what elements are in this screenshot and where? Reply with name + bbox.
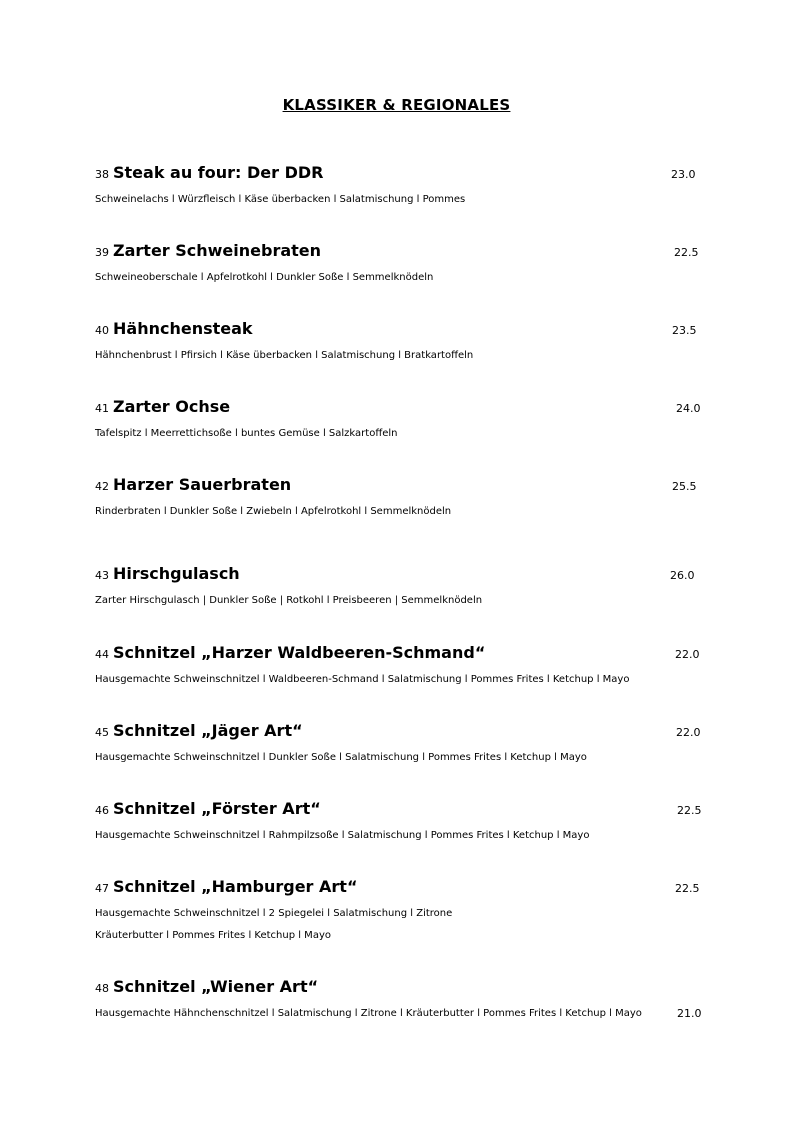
item-number: 39 xyxy=(95,246,109,259)
menu-item-head xyxy=(95,241,735,263)
menu-item-head xyxy=(95,799,735,821)
description-line: Schweineoberschale l Apfelrotkohl l Dunkler Soße l Semmelknödeln xyxy=(95,272,434,283)
menu-item xyxy=(95,319,735,371)
description-line: Hausgemachte Schweinschnitzel l Rahmpilzsoße l Salatmischung l Pommes Frites l Ketchup l Mayo xyxy=(95,830,590,841)
item-price: 22.5 xyxy=(674,246,699,259)
item-price: 26.0 xyxy=(670,569,695,582)
item-description xyxy=(95,193,735,215)
page-title: KLASSIKER & REGIONALES xyxy=(282,96,511,114)
menu-item xyxy=(95,643,735,695)
item-description xyxy=(95,505,735,527)
item-number: 41 xyxy=(95,402,109,415)
item-price: 25.5 xyxy=(672,480,697,493)
item-price: 22.0 xyxy=(675,648,700,661)
item-name: Harzer Sauerbraten xyxy=(113,475,292,494)
description-line: Hausgemachte Schweinschnitzel l Dunkler Soße l Salatmischung l Pommes Frites l Ketchup l Mayo xyxy=(95,752,587,763)
item-name: Schnitzel „Jäger Art“ xyxy=(113,721,303,740)
menu-item-head xyxy=(95,163,735,185)
item-number: 45 xyxy=(95,726,109,739)
item-description xyxy=(95,594,735,616)
menu-item xyxy=(95,564,735,616)
menu-item xyxy=(95,397,735,449)
item-name: Schnitzel „Wiener Art“ xyxy=(113,977,319,996)
item-description xyxy=(95,1007,735,1029)
item-price: 22.0 xyxy=(676,726,701,739)
item-price: 23.5 xyxy=(672,324,697,337)
menu-item-head xyxy=(95,877,735,899)
item-number: 46 xyxy=(95,804,109,817)
menu-item-head xyxy=(95,643,735,665)
item-price: 24.0 xyxy=(676,402,701,415)
menu-item xyxy=(95,799,735,851)
menu-item-head xyxy=(95,397,735,419)
item-description xyxy=(95,349,735,371)
item-number: 42 xyxy=(95,480,109,493)
item-price: 21.0 xyxy=(677,1007,702,1020)
item-number: 38 xyxy=(95,168,109,181)
item-description xyxy=(95,427,735,449)
menu-item-head xyxy=(95,475,735,497)
item-description xyxy=(95,907,735,951)
item-price: 22.5 xyxy=(677,804,702,817)
item-name: Schnitzel „Förster Art“ xyxy=(113,799,321,818)
item-name: Hähnchensteak xyxy=(113,319,253,338)
item-price: 22.5 xyxy=(675,882,700,895)
menu-item-head xyxy=(95,977,735,999)
item-number: 43 xyxy=(95,569,109,582)
description-line: Hausgemachte Schweinschnitzel l Waldbeeren-Schmand l Salatmischung l Pommes Frites l Ketchup l Mayo xyxy=(95,674,630,685)
menu-item xyxy=(95,877,735,951)
item-name: Zarter Ochse xyxy=(113,397,231,416)
description-line: Hausgemachte Hähnchenschnitzel l Salatmischung l Zitrone l Kräuterbutter l Pommes Frites l Ketchup l Mayo xyxy=(95,1008,642,1019)
item-number: 48 xyxy=(95,982,109,995)
menu-item xyxy=(95,241,735,293)
menu-item-head xyxy=(95,319,735,341)
description-line: Kräuterbutter l Pommes Frites l Ketchup l Mayo xyxy=(95,930,331,941)
item-description xyxy=(95,829,735,851)
menu-item xyxy=(95,721,735,773)
item-name: Schnitzel „Harzer Waldbeeren-Schmand“ xyxy=(113,643,486,662)
item-number: 47 xyxy=(95,882,109,895)
item-name: Steak au four: Der DDR xyxy=(113,163,324,182)
description-line: Hähnchenbrust l Pfirsich l Käse überbacken l Salatmischung l Bratkartoffeln xyxy=(95,350,474,361)
item-description xyxy=(95,751,735,773)
menu-item-head xyxy=(95,564,735,586)
menu-item xyxy=(95,475,735,527)
item-description xyxy=(95,271,735,293)
item-number: 40 xyxy=(95,324,109,337)
menu-item xyxy=(95,163,735,215)
item-name: Hirschgulasch xyxy=(113,564,240,583)
item-price: 23.0 xyxy=(671,168,696,181)
description-line: Zarter Hirschgulasch | Dunkler Soße | Rotkohl l Preisbeeren | Semmelknödeln xyxy=(95,595,483,606)
item-name: Schnitzel „Hamburger Art“ xyxy=(113,877,358,896)
item-description xyxy=(95,673,735,695)
menu-item xyxy=(95,977,735,1029)
menu-item-head xyxy=(95,721,735,743)
description-line: Hausgemachte Schweinschnitzel l 2 Spiegelei l Salatmischung l Zitrone xyxy=(95,908,453,919)
item-number: 44 xyxy=(95,648,109,661)
description-line: Schweinelachs l Würzfleisch l Käse überbacken l Salatmischung l Pommes xyxy=(95,194,466,205)
item-name: Zarter Schweinebraten xyxy=(113,241,322,260)
description-line: Rinderbraten l Dunkler Soße l Zwiebeln l Apfelrotkohl l Semmelknödeln xyxy=(95,506,452,517)
description-line: Tafelspitz l Meerrettichsoße l buntes Gemüse l Salzkartoffeln xyxy=(95,428,398,439)
